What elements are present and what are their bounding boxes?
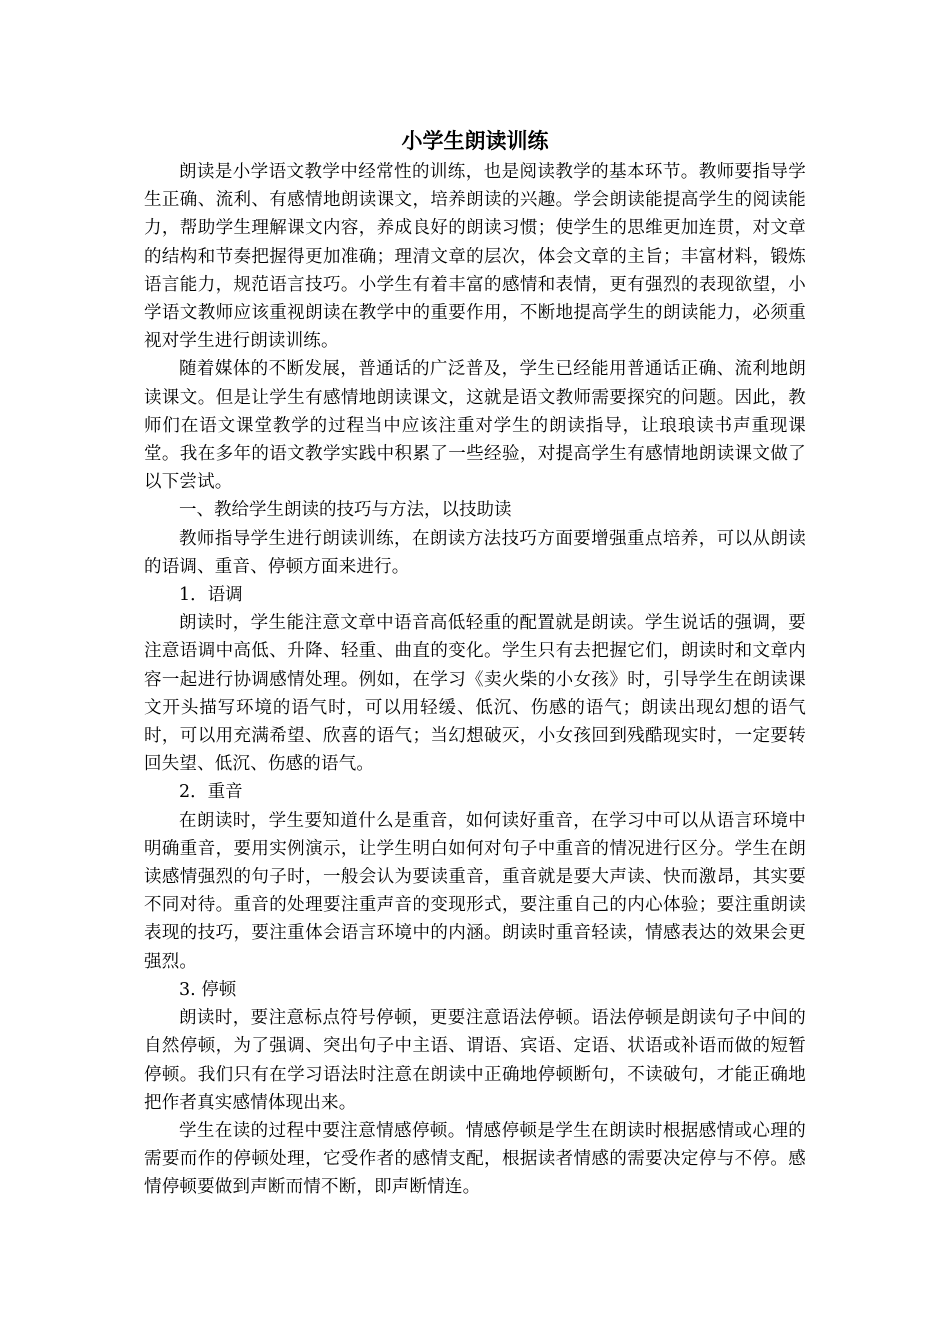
- subheading-stress: 2．重音: [179, 782, 243, 803]
- paragraph-pause-emotion: 学生在读的过程中要注意情感停顿。情感停顿是学生在朗读时根据感情或心理的需要而作的停顿处理，它受作者的感情支配，根据读者情感的需要决定停与不停。感情停顿要做到声断而情不断，即声断情连。: [144, 1120, 806, 1198]
- paragraph-intonation: 朗读时，学生能注意文章中语音高低轻重的配置就是朗读。学生说话的强调，要注意语调中高低、升降、轻重、曲直的变化。学生只有去把握它们，朗读时和文章内容一起进行协调感情处理。例如，在学习《卖火柴的小女孩》时，引导学生在朗读课文开头描写环境的语气时，可以用轻缓、低沉、伤感的语气；朗读出现幻想的语气时，可以用充满希望、欣喜的语气；当幻想破灭，小女孩回到残酷现实时，一定要转回失望、低沉、伤感的语气。: [144, 613, 806, 775]
- section-heading-1: 一、教给学生朗读的技巧与方法，以技助读: [179, 500, 512, 521]
- document-title: 小学生朗读训练: [401, 129, 549, 153]
- paragraph-background: 随着媒体的不断发展，普通话的广泛普及，学生已经能用普通话正确、流利地朗读课文。但是让学生有感情地朗读课文，这就是语文教师需要探究的问题。因此，教师们在语文课堂教学的过程当中应该注重对学生的朗读指导，让琅琅读书声重现课堂。我在多年的语文教学实践中积累了一些经验，对提高学生有感情地朗读课文做了以下尝试。: [144, 359, 806, 493]
- subheading-pause: 3. 停顿: [179, 979, 237, 1000]
- paragraph-pause-grammar: 朗读时，要注意标点符号停顿，更要注意语法停顿。语法停顿是朗读句子中间的自然停顿，为了强调、突出句子中主语、谓语、宾语、定语、状语或补语而做的短暂停顿。我们只有在学习语法时注意在朗读中正确地停顿断句，不读破句，才能正确地把作者真实感情体现出来。: [144, 1008, 806, 1113]
- document-body: [144, 124, 806, 1202]
- paragraph-intro: 朗读是小学语文教学中经常性的训练，也是阅读教学的基本环节。教师要指导学生正确、流利、有感情地朗读课文，培养朗读的兴趣。学会朗读能提高学生的阅读能力，帮助学生理解课文内容，养成良好的朗读习惯；使学生的思维更加连贯，对文章的结构和节奏把握得更加准确；理清文章的层次，体会文章的主旨；丰富材料，锻炼语言能力，规范语言技巧。小学生有着丰富的感情和表情，更有强烈的表现欲望，小学语文教师应该重视朗读在教学中的重要作用，不断地提高学生的朗读能力，必须重视对学生进行朗读训练。: [144, 162, 806, 352]
- paragraph-section-1-intro: 教师指导学生进行朗读训练，在朗读方法技巧方面要增强重点培养，可以从朗读的语调、重音、停顿方面来进行。: [144, 528, 806, 577]
- paragraph-stress: 在朗读时，学生要知道什么是重音，如何读好重音，在学习中可以从语言环境中明确重音，要用实例演示，让学生明白如何对句子中重音的情况进行区分。学生在朗读感情强烈的句子时，一般会认为要读重音，重音就是要大声读、快而激昂，其实要不同对待。重音的处理要注重声音的变现形式，要注重自己的内心体验；要注重朗读表现的技巧，要注重体会语言环境中的内涵。朗读时重音轻读，情感表达的效果会更强烈。: [144, 810, 806, 972]
- subheading-intonation: 1．语调: [179, 585, 243, 606]
